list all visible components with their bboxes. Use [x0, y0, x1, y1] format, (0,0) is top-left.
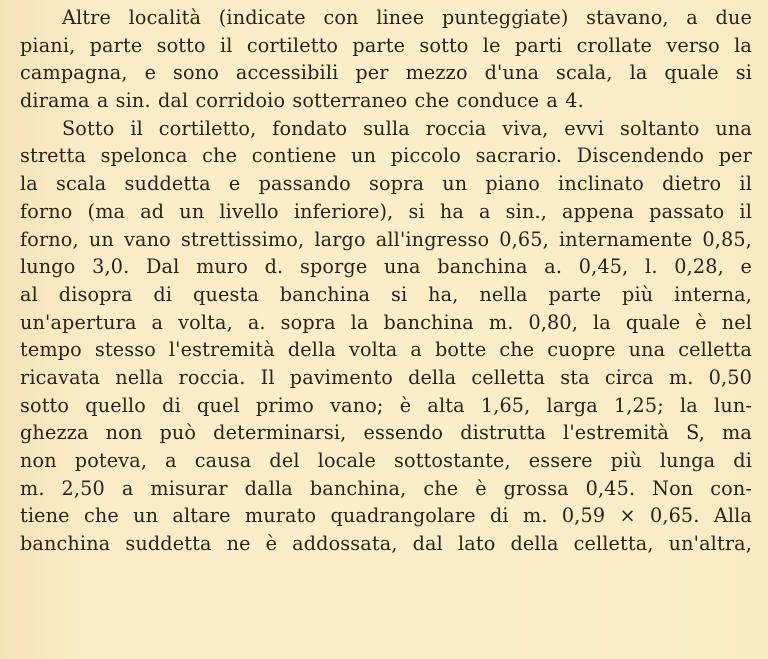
text-line: non poteva, a causa del locale sottostante, essere più lunga di	[20, 449, 752, 472]
text-line: lungo 3,0. Dal muro d. sporge una banchina a. 0,45, l. 0,28, e	[20, 255, 752, 279]
text-line: la scala suddetta e passando sopra un piano inclinato dietro il	[20, 172, 752, 196]
paragraph-1	[20, 4, 752, 115]
text-line: tempo stesso l'estremità della volta a botte che cuopre una celletta	[20, 338, 752, 362]
text-line: Altre località (indicate con linee punteggiate) stavano, a due	[62, 6, 752, 29]
body-text	[20, 4, 752, 558]
text-line: forno (ma ad un livello inferiore), si ha a sin., appena passato il	[20, 199, 752, 223]
text-line: m. 2,50 a misurar dalla banchina, che è grossa 0,45. Non con-	[20, 476, 752, 500]
text-line: Sotto il cortiletto, fondato sulla roccia viva, evvi soltanto una	[62, 116, 752, 140]
text-line: campagna, e sono accessibili per mezzo d'una scala, la quale si	[20, 61, 752, 85]
paragraph-2	[20, 115, 752, 558]
text-line: stretta spelonca che contiene un piccolo sacrario. Discendendo per	[20, 144, 752, 168]
text-line: al disopra di questa banchina si ha, nella parte più interna,	[20, 282, 752, 306]
text-line: tiene che un altare murato quadrangolare di m. 0,59 × 0,65. Alla	[20, 504, 752, 528]
text-line: ghezza non può determinarsi, essendo distrutta l'estremità S, ma	[20, 421, 752, 445]
text-line: piani, parte sotto il cortiletto parte sotto le parti crollate verso la	[20, 33, 752, 57]
text-line: un'apertura a volta, a. sopra la banchina m. 0,80, la quale è nel	[20, 310, 752, 334]
text-line: sotto quello di quel primo vano; è alta 1,65, larga 1,25; la lun-	[20, 393, 752, 417]
text-line: ricavata nella roccia. Il pavimento della celletta sta circa m. 0,50	[20, 365, 752, 389]
text-line: forno, un vano strettissimo, largo all'ingresso 0,65, internamente 0,85,	[20, 227, 752, 251]
text-line: banchina suddetta ne è addossata, dal lato della celletta, un'altra,	[20, 532, 752, 556]
text-line: dirama a sin. dal corridoio sotterraneo che conduce a 4.	[20, 89, 584, 113]
